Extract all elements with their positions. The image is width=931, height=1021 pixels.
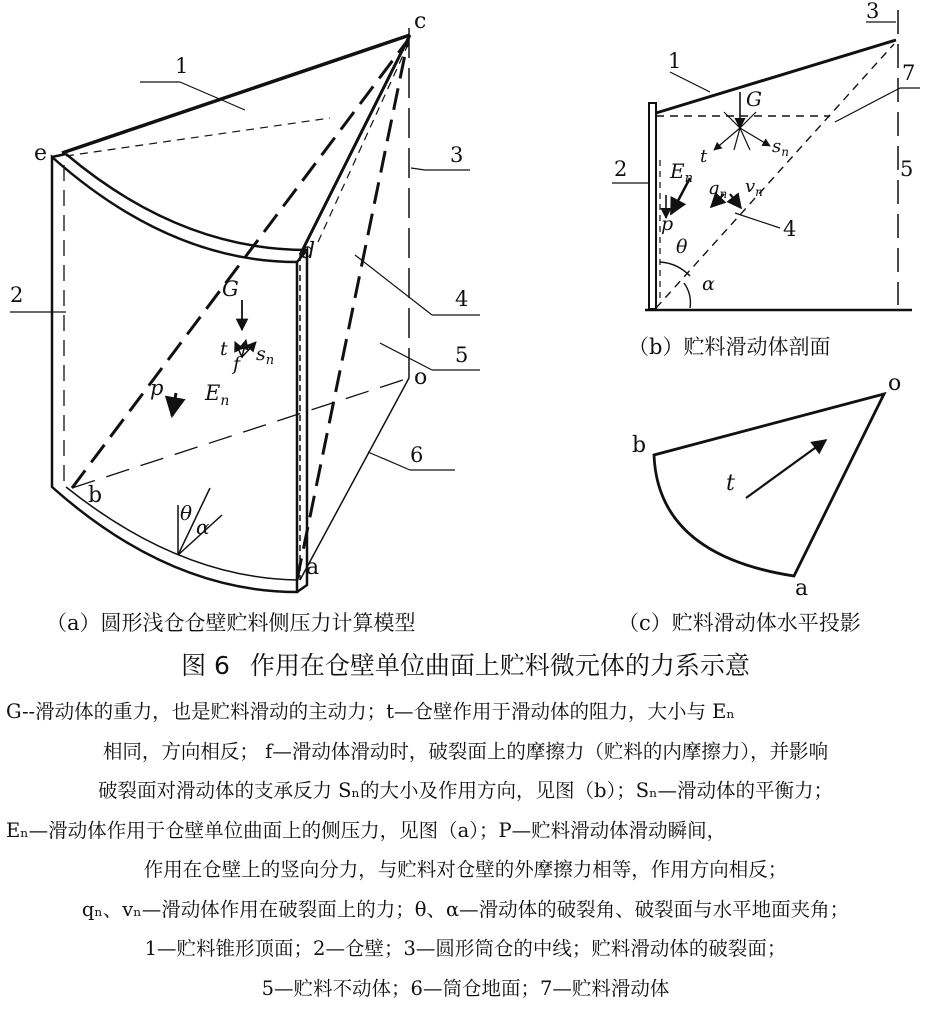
wall-section bbox=[649, 103, 656, 309]
force-G-label: G bbox=[222, 277, 239, 301]
leader-b1 bbox=[670, 72, 710, 92]
figure-title-text: 作用在仓壁单位曲面上贮料微元体的力系示意 bbox=[249, 651, 750, 680]
callout-2: 2 bbox=[10, 283, 24, 307]
figure-number: 图 6 bbox=[181, 651, 230, 680]
b-force-En: $E_n$ bbox=[670, 159, 693, 186]
caption-b: （b）贮料滑动体剖面 bbox=[628, 335, 831, 359]
legend-line: 1—贮料锥形顶面；2—仓壁；3—圆形筒仓的中线；贮料滑动体的破裂面； bbox=[144, 937, 787, 960]
wall-top-band bbox=[52, 154, 66, 157]
arrow-t-b bbox=[714, 128, 740, 150]
point-o-label: o bbox=[414, 365, 428, 390]
theta-arc bbox=[660, 262, 690, 276]
leader-b4 bbox=[735, 213, 780, 228]
panel-a-drawing bbox=[10, 28, 480, 592]
c-force-t: t bbox=[726, 471, 735, 496]
legend-line: qₙ、vₙ—滑动体作用在破裂面上的力；θ、α—滑动体的破裂角、破裂面与水平地面夹角； bbox=[81, 897, 850, 921]
b-callout-5: 5 bbox=[900, 157, 914, 181]
point-d-label: d bbox=[301, 239, 316, 264]
b-angle-alpha: α bbox=[702, 273, 715, 295]
force-Sn-label: $s_n$ bbox=[256, 343, 275, 368]
leader-6 bbox=[368, 452, 410, 470]
b-callout-2: 2 bbox=[614, 157, 628, 181]
leader-b7 bbox=[835, 88, 900, 122]
edge-e-c bbox=[62, 35, 410, 153]
b-force-t: t bbox=[700, 146, 708, 167]
leader-3s bbox=[411, 168, 425, 170]
alpha-arc bbox=[684, 283, 690, 308]
b-force-G: G bbox=[746, 87, 762, 111]
legend-line: 作用在仓壁上的竖向分力，与贮料对仓壁的外摩擦力相等，作用方向相反； bbox=[143, 858, 788, 881]
top-surface bbox=[656, 40, 896, 113]
b-callout-3: 3 bbox=[866, 0, 880, 23]
point-c-label: c bbox=[414, 9, 427, 34]
failure-a-c bbox=[297, 40, 408, 580]
arrow-t-c bbox=[746, 440, 826, 498]
legend bbox=[6, 692, 925, 1008]
c-point-o: o bbox=[888, 371, 902, 396]
leader-4 bbox=[355, 255, 432, 315]
force-t-label: t bbox=[220, 338, 228, 360]
panel-c-labels bbox=[632, 371, 901, 601]
arrow-r2 bbox=[740, 112, 756, 128]
figure-title bbox=[0, 646, 931, 682]
angle-theta-label: θ bbox=[180, 501, 193, 525]
legend-line: Eₙ—滑动体作用于仓壁单位曲面上的侧压力，见图（a）；P—贮料滑动体滑动瞬间， bbox=[6, 818, 727, 842]
force-En-label: $E_n$ bbox=[205, 381, 230, 409]
panel-b-labels bbox=[614, 0, 915, 295]
b-angle-theta: θ bbox=[676, 236, 688, 258]
b-force-Sn: $s_n$ bbox=[772, 136, 789, 159]
legend-line: 5—贮料不动体；6—筒仓地面；7—贮料滑动体 bbox=[261, 976, 670, 1000]
c-point-a: a bbox=[795, 576, 809, 601]
callout-4: 4 bbox=[455, 287, 469, 311]
caption-c: （c）贮料滑动体水平投影 bbox=[618, 611, 861, 635]
callout-3: 3 bbox=[450, 143, 464, 167]
b-callout-7: 7 bbox=[902, 61, 916, 85]
arrow-r1 bbox=[724, 112, 740, 128]
panel-c-drawing bbox=[654, 394, 884, 576]
point-e-label: e bbox=[34, 141, 48, 166]
point-a-label: a bbox=[306, 555, 320, 580]
panel-b-drawing bbox=[612, 10, 920, 310]
c-point-b: b bbox=[632, 433, 647, 458]
b-force-qn: $q_n$ bbox=[708, 178, 728, 201]
legend-line: G--滑动体的重力，也是贮料滑动的主动力；t—仓壁作用于滑动体的阻力，大小与 Eₙ bbox=[6, 700, 735, 723]
force-p-label: p bbox=[150, 376, 164, 400]
callout-5: 5 bbox=[455, 343, 469, 367]
force-f-label: f bbox=[233, 353, 241, 375]
legend-line: 相同，方向相反； f—滑动体滑动时，破裂面上的摩擦力（贮料的内摩擦力），并影响 bbox=[102, 739, 829, 763]
b-callout-4: 4 bbox=[783, 217, 797, 241]
point-b-label: b bbox=[88, 483, 103, 508]
callout-1: 1 bbox=[175, 54, 189, 78]
b-force-p: p bbox=[661, 213, 674, 235]
angle-alpha-label: α bbox=[196, 515, 210, 539]
arrow-vn bbox=[730, 194, 741, 208]
b-force-vn: $v_n$ bbox=[745, 176, 763, 199]
caption-a: （a）圆形浅仓仓壁贮料侧压力计算模型 bbox=[46, 611, 416, 635]
sector-outline bbox=[654, 394, 884, 576]
callout-6: 6 bbox=[410, 443, 424, 467]
legend-line: 破裂面对滑动体的支承反力 Sₙ的大小及作用方向，见图（b）；Sₙ—滑动体的平衡力； bbox=[97, 779, 834, 802]
b-callout-1: 1 bbox=[668, 49, 682, 73]
